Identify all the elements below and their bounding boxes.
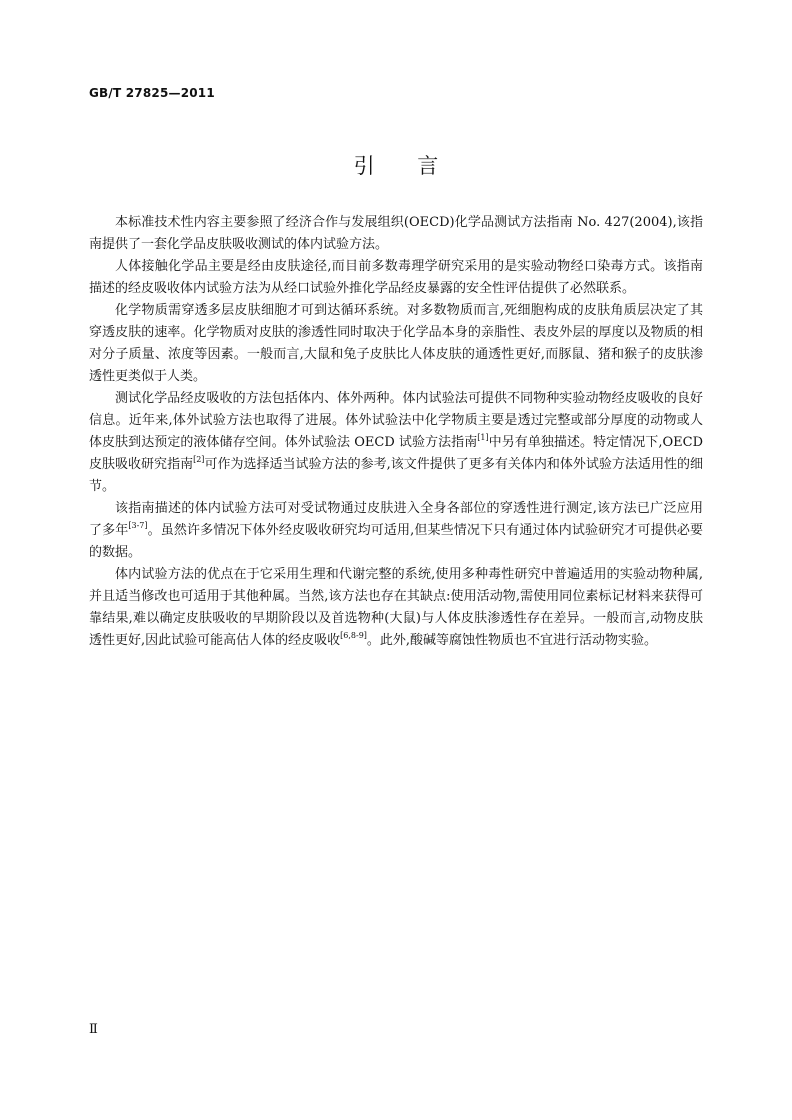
page-title: 引 言	[353, 154, 439, 178]
paragraph-text: 人体接触化学品主要是经由皮肤途径,而目前多数毒理学研究采用的是实验动物经口染毒方式。该指南描述的经皮吸收体内试验方法为从经口试验外推化学品经皮暴露的安全性评估提供了必然联系。	[89, 259, 703, 296]
paragraph-6	[89, 564, 703, 652]
citation-ref: [6,8-9]	[340, 631, 367, 640]
paragraph-text: 该指南描述的体内试验方法可对受试物通过皮肤进入全身各部位的穿透性进行测定,该方法已广泛应用了多年	[89, 501, 703, 538]
page-number: Ⅱ	[89, 1022, 98, 1037]
paragraph-5	[89, 498, 703, 564]
paragraph-text: 可作为选择适当试验方法的参考,该文件提供了更多有关体内和体外试验方法适用性的细节。	[89, 457, 703, 494]
paragraph-text: 化学物质需穿透多层皮肤细胞才可到达循环系统。对多数物质而言,死细胞构成的皮肤角质层决定了其穿透皮肤的速率。化学物质对皮肤的渗透性同时取决于化学品本身的亲脂性、表皮外层的厚度以及物质的相对分子质量、浓度等因素。一般而言,大鼠和兔子皮肤比人体皮肤的通透性更好,而豚鼠、猪和猴子的皮肤渗透性更类似于人类。	[89, 303, 703, 384]
paragraph-text: 体内试验方法的优点在于它采用生理和代谢完整的系统,使用多种毒性研究中普遍适用的实验动物种属,并且适当修改也可适用于其他种属。当然,该方法也存在其缺点:使用活动物,需使用同位素标记材料来获得可靠结果,难以确定皮肤吸收的早期阶段以及首选物种(大鼠)与人体皮肤渗透性存在差异。一般而言,动物皮肤透性更好,因此试验可能高估人体的经皮吸收	[89, 567, 703, 648]
paragraph-2	[89, 256, 703, 300]
standard-code-header: GB/T 27825—2011	[89, 86, 215, 100]
paragraph-4	[89, 388, 703, 498]
paragraph-text: 。此外,酸碱等腐蚀性物质也不宜进行活动物实验。	[366, 633, 658, 648]
paragraph-text: 中另有单独描述。特定情况下,OECD 皮肤吸收研究指南	[89, 435, 703, 472]
paragraph-text: 测试化学品经皮吸收的方法包括体内、体外两种。体内试验法可提供不同物种实验动物经皮吸收的良好信息。近年来,体外试验方法也取得了进展。体外试验法中化学物质主要是透过完整或部分厚度的动物或人体皮肤到达预定的液体储存空间。体外试验法 OECD 试验方法指南	[89, 391, 703, 450]
paragraph-1	[89, 212, 703, 256]
introduction-body	[89, 212, 703, 652]
paragraph-text: 本标准技术性内容主要参照了经济合作与发展组织(OECD)化学品测试方法指南 No. 427(2004),该指南提供了一套化学品皮肤吸收测试的体内试验方法。	[89, 215, 703, 252]
paragraph-text: 。虽然许多情况下体外经皮吸收研究均可适用,但某些情况下只有通过体内试验研究才可提供必要的数据。	[89, 523, 703, 560]
paragraph-3	[89, 300, 703, 388]
citation-ref: [1]	[477, 433, 489, 442]
citation-ref: [2]	[193, 455, 205, 464]
citation-ref: [3-7]	[128, 521, 148, 530]
